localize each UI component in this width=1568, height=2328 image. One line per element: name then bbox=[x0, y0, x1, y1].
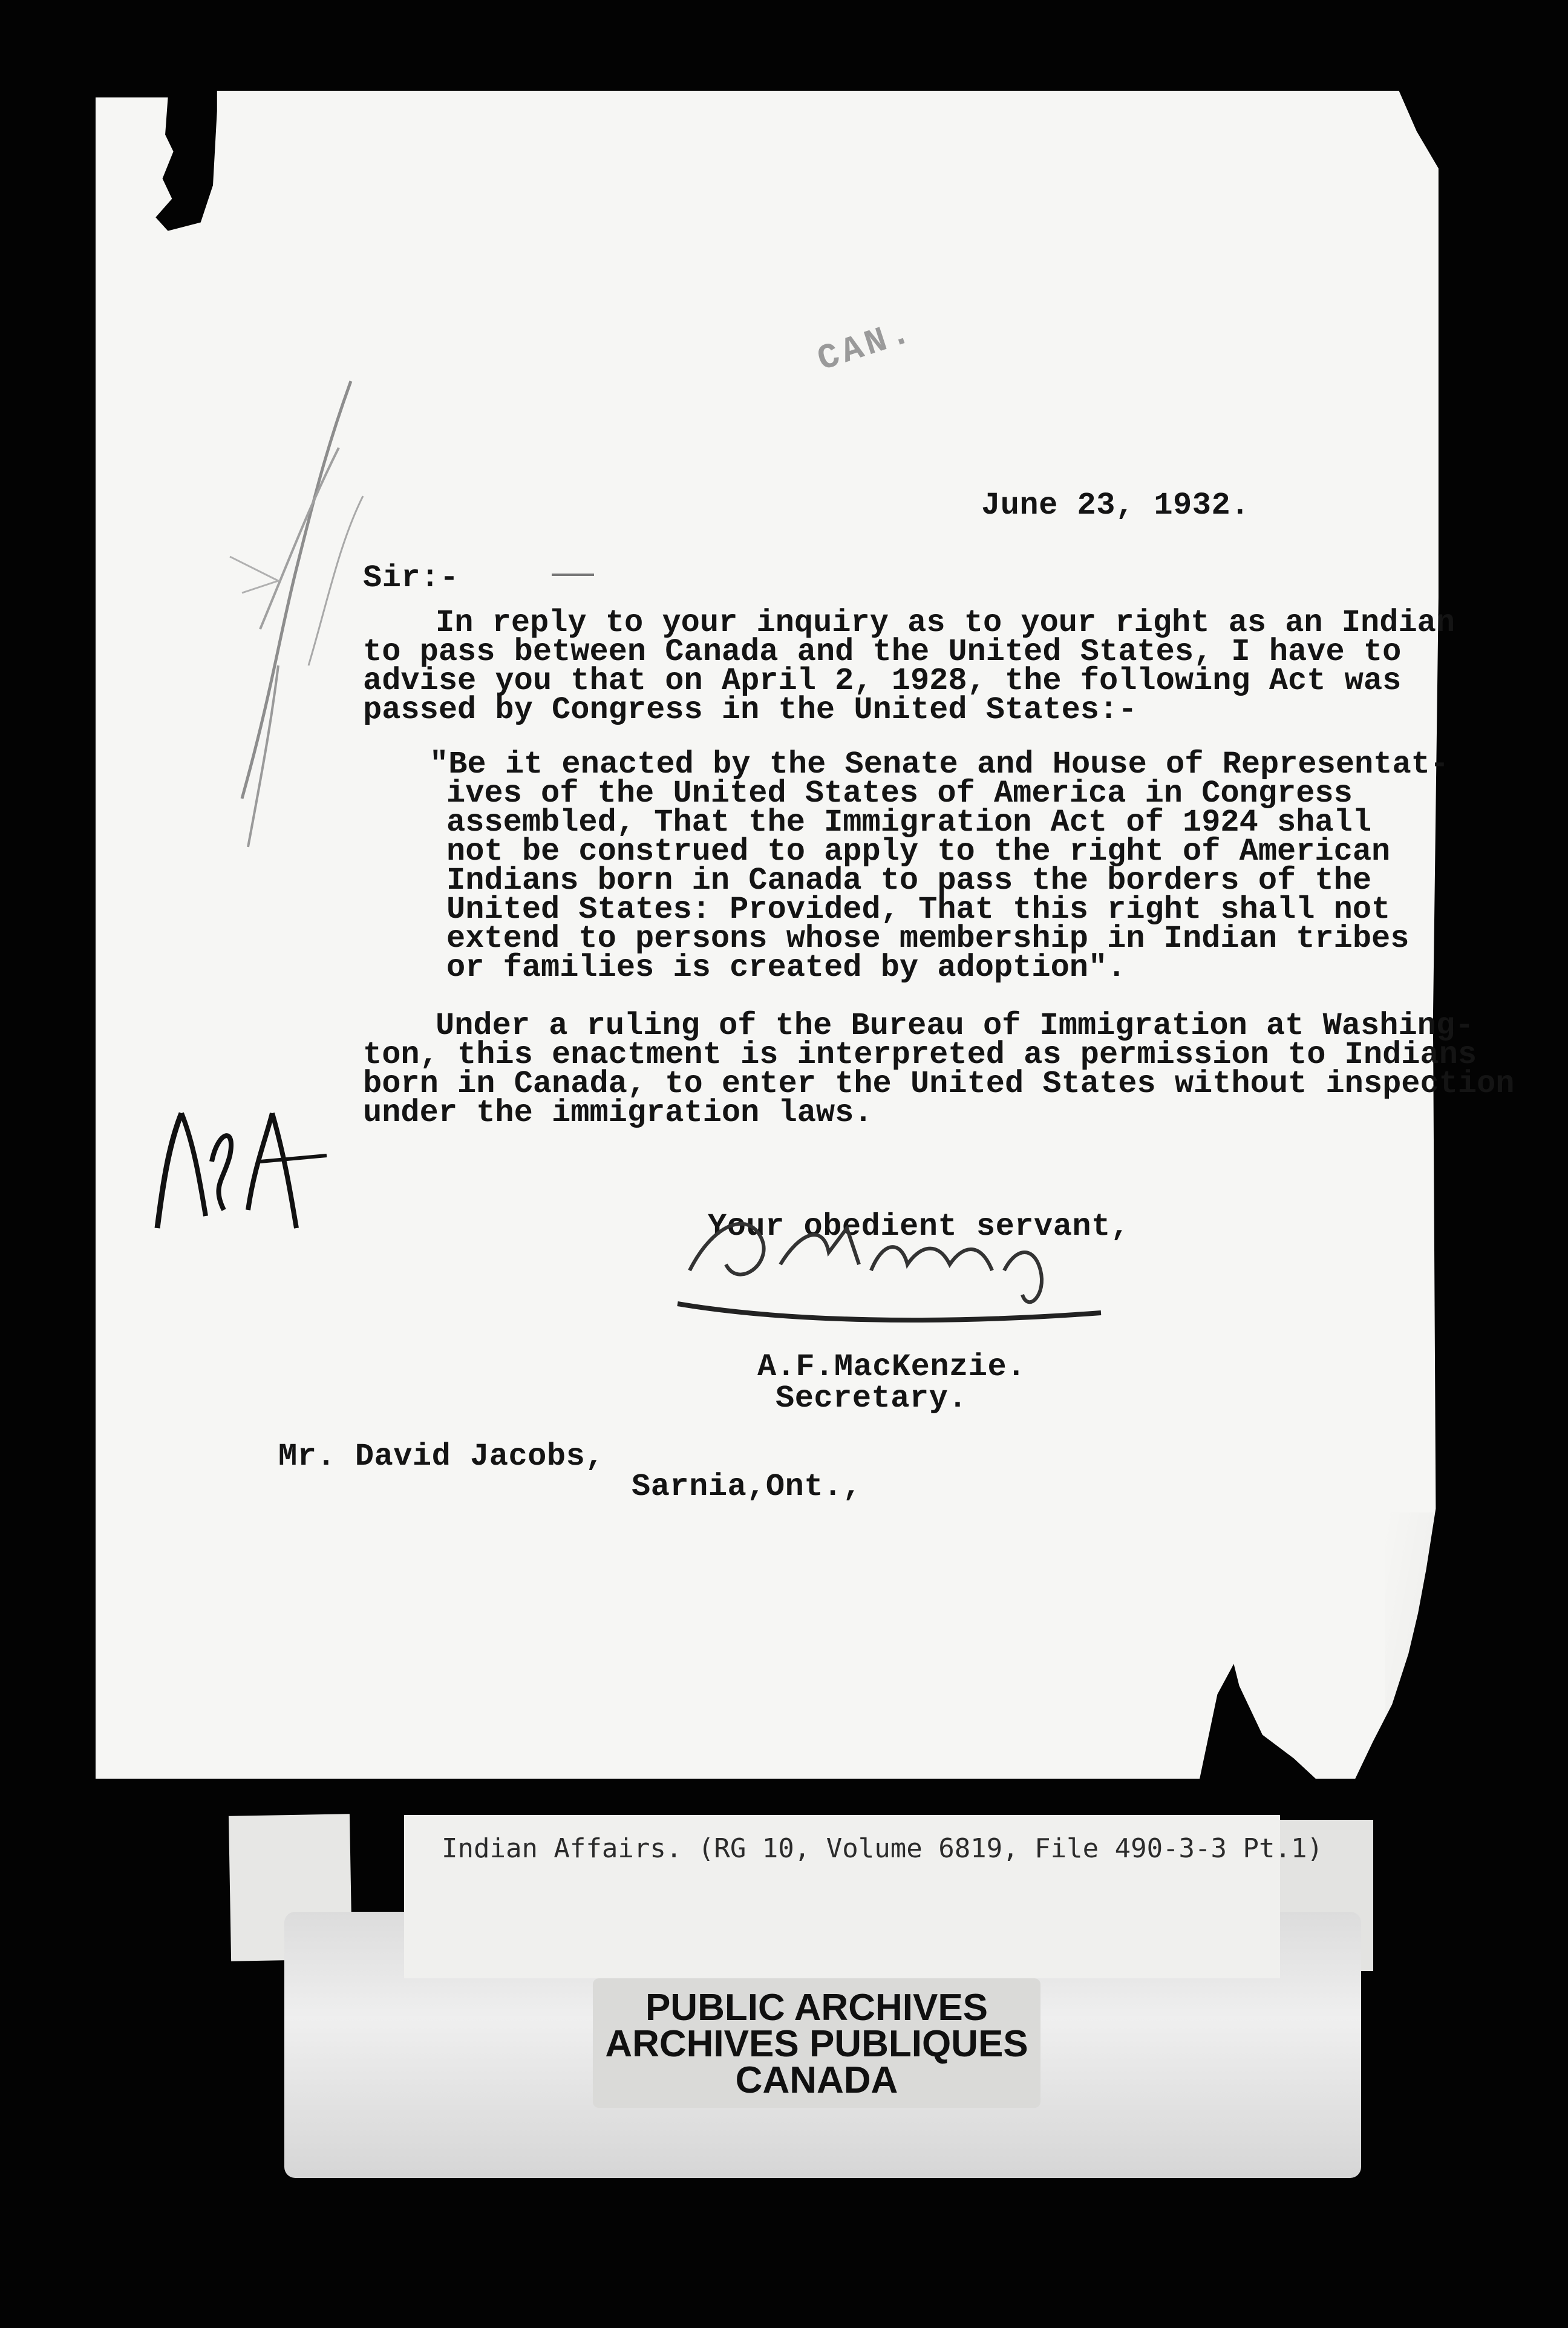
addressee-name: Mr. David Jacobs, bbox=[278, 1439, 604, 1474]
paragraph-line: In reply to your inquiry as to your right as an Indian bbox=[436, 605, 1455, 641]
paragraph-line: born in Canada, to enter the United States without inspection bbox=[363, 1066, 1515, 1102]
archive-stamp-line-english: PUBLIC ARCHIVES bbox=[645, 1987, 988, 2029]
paragraph-line: advise you that on April 2, 1928, the following Act was bbox=[363, 663, 1402, 699]
paragraph-ruling bbox=[363, 1008, 1515, 1131]
quotation-line: "Be it enacted by the Senate and House of Representat- bbox=[430, 747, 1449, 782]
paragraph-line: Under a ruling of the Bureau of Immigration at Washing- bbox=[436, 1008, 1474, 1044]
faint-stamp-mark: CAN. bbox=[812, 312, 920, 381]
archive-stamp-line-french: ARCHIVES PUBLIQUES bbox=[605, 2023, 1028, 2065]
signer-title: Secretary. bbox=[776, 1381, 968, 1416]
quotation-line: or families is created by adoption". bbox=[446, 950, 1126, 986]
quotation-line: United States: Provided, That this right shall not bbox=[446, 892, 1391, 927]
quotation-line: not be construed to apply to the right of American bbox=[446, 834, 1391, 869]
paragraph-line: passed by Congress in the United States:- bbox=[363, 692, 1137, 728]
signer-name: A.F.MacKenzie. bbox=[757, 1349, 1026, 1385]
handwritten-initials bbox=[145, 1089, 339, 1246]
quotation-line: ives of the United States of America in Congress bbox=[446, 776, 1353, 811]
paragraph-line: ton, this enactment is interpreted as permission to Indians bbox=[363, 1037, 1477, 1073]
archive-stamp-line-country: CANADA bbox=[735, 2059, 898, 2101]
archive-reference: Indian Affairs. (RG 10, Volume 6819, File 490-3-3 Pt.1) bbox=[442, 1833, 1323, 1864]
paragraph-line: to pass between Canada and the United States, I have to bbox=[363, 634, 1402, 670]
addressee-place: Sarnia,Ont., bbox=[632, 1469, 862, 1505]
quotation-line: Indians born in Canada to pass the borders of the bbox=[446, 863, 1372, 898]
quotation-line: assembled, That the Immigration Act of 1924 shall bbox=[446, 805, 1372, 840]
paragraph-intro bbox=[363, 605, 1455, 728]
letter-closing: Your obedient servant, bbox=[708, 1209, 1130, 1244]
quotation-line: extend to persons whose membership in Indian tribes bbox=[446, 921, 1410, 956]
letter-date: June 23, 1932. bbox=[981, 488, 1250, 523]
paragraph-line: under the immigration laws. bbox=[363, 1095, 873, 1131]
margin-pencil-scribble bbox=[206, 375, 387, 871]
letter-salutation: Sir:- bbox=[363, 560, 459, 596]
act-quotation bbox=[430, 747, 1449, 986]
handwritten-signature bbox=[665, 1174, 1125, 1343]
salutation-underline bbox=[552, 574, 594, 576]
torn-edge-shading bbox=[1385, 1512, 1476, 1779]
